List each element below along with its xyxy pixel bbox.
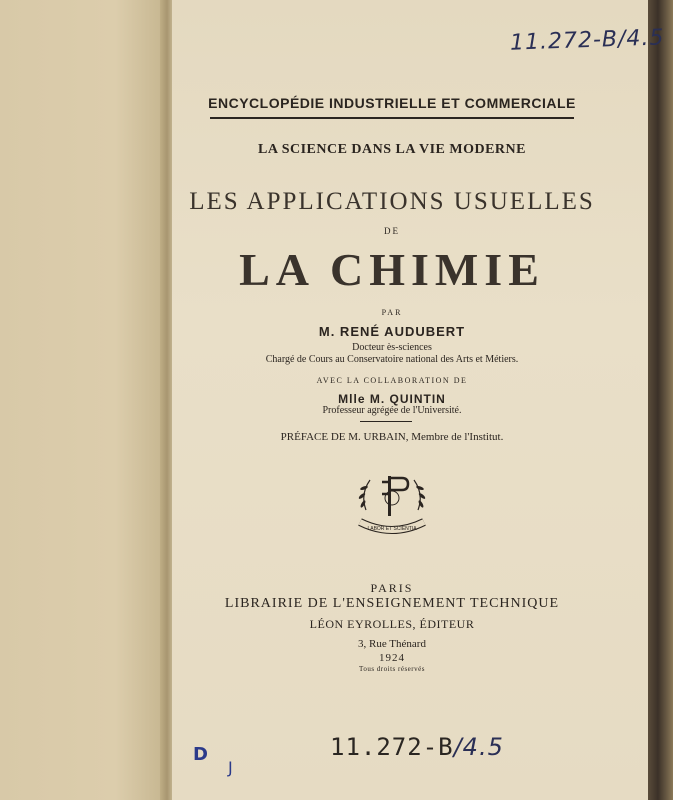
publisher: LIBRAIRIE DE L'ENSEIGNEMENT TECHNIQUE xyxy=(224,596,560,611)
collaboration-label: AVEC LA COLLABORATION DE xyxy=(316,376,468,385)
call-number-printed: 11.272-B xyxy=(330,733,454,761)
subseries-title: LA SCIENCE DANS LA VIE MODERNE xyxy=(258,142,526,157)
editor: LÉON EYROLLES, ÉDITEUR xyxy=(309,617,475,631)
coauthor-name: Mlle M. QUINTIN xyxy=(338,392,446,406)
handwritten-shelfmark: 11.272-B/4.5 xyxy=(509,25,665,56)
book-title-line2: LA CHIMIE xyxy=(239,244,545,295)
author-name: M. RENÉ AUDUBERT xyxy=(318,324,466,339)
book-title-de: DE xyxy=(384,226,400,236)
page-edge xyxy=(648,0,673,800)
coauthor-title: Professeur agrégée de l'Université. xyxy=(322,405,462,416)
library-stamp-d: D xyxy=(193,744,208,765)
call-number-handwritten: /4.5 xyxy=(453,733,504,761)
series-title: ENCYCLOPÉDIE INDUSTRIELLE ET COMMERCIALE xyxy=(208,95,576,111)
book-title-line1: LES APPLICATIONS USUELLES xyxy=(189,188,595,215)
preface-line: PRÉFACE DE M. URBAIN, Membre de l'Institut. xyxy=(280,431,504,443)
publisher-address: 3, Rue Thénard xyxy=(358,638,426,650)
svg-text:LABOR ET SCIENTIA: LABOR ET SCIENTIA xyxy=(367,526,417,532)
author-degree: Docteur ès-sciences xyxy=(352,342,432,353)
publication-year: 1924 xyxy=(379,652,405,664)
call-number xyxy=(330,733,504,761)
rights-notice: Tous droits réservés xyxy=(359,665,425,673)
series-rule xyxy=(210,117,574,119)
publisher-logo xyxy=(352,470,432,538)
author-position: Chargé de Cours au Conservatoire national des Arts et Métiers. xyxy=(265,354,519,365)
library-stamp-j: J xyxy=(228,758,233,777)
left-page xyxy=(0,0,165,800)
by-label: PAR xyxy=(381,308,403,317)
city: PARIS xyxy=(370,581,414,595)
short-rule xyxy=(360,421,412,422)
